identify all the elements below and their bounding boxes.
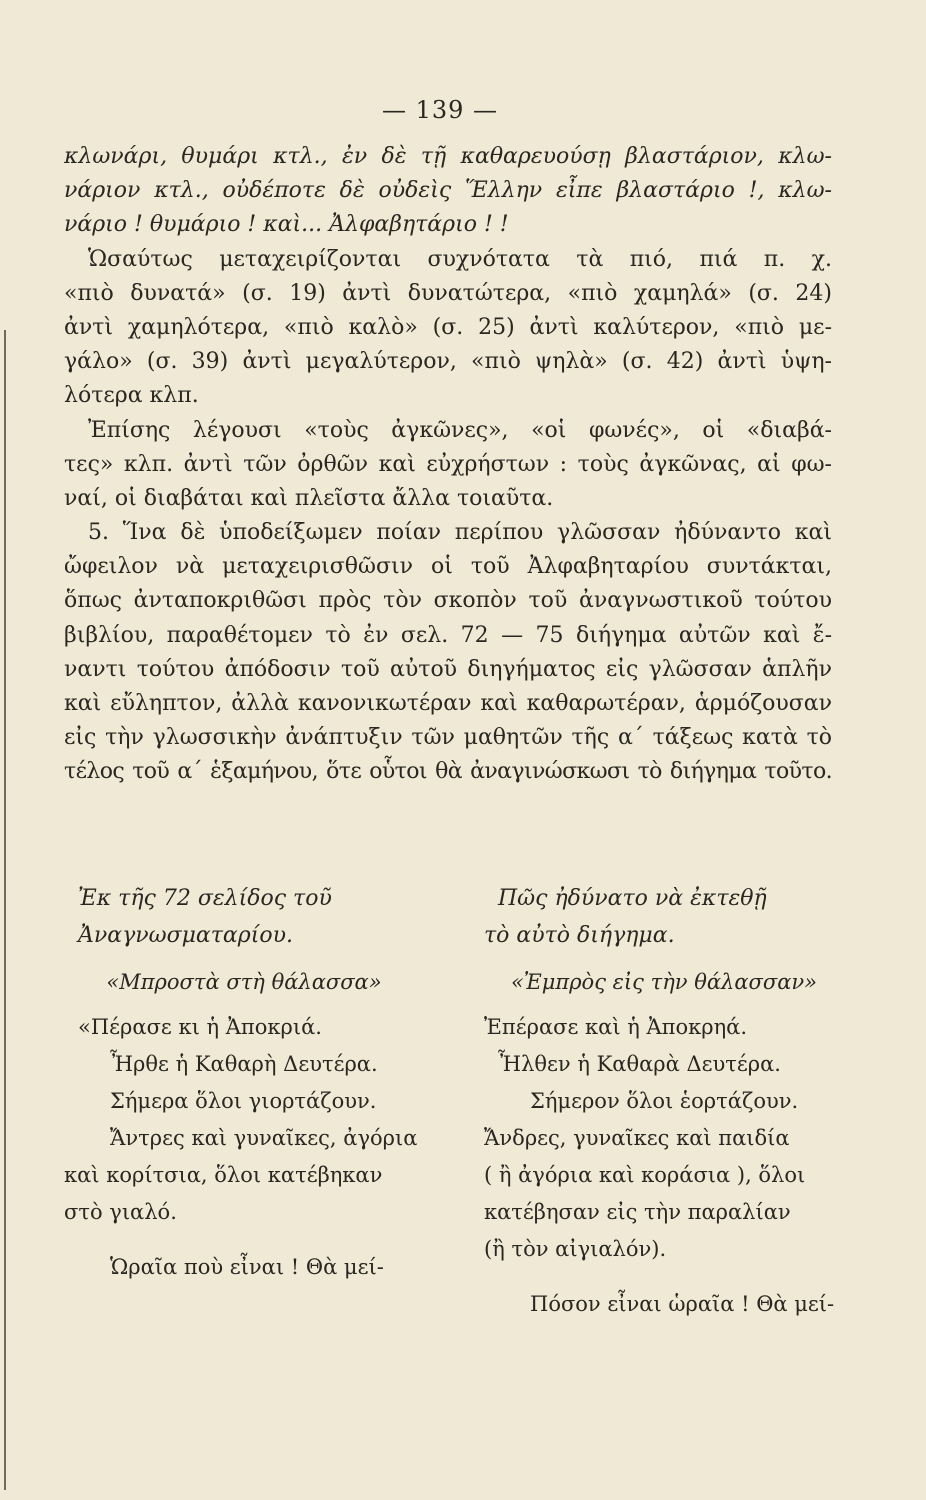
right-column-title: «Ἐμπρὸς εἰς τὴν θάλασσαν» [511,970,817,994]
right-column-line: Ἐπέρασε καὶ ἡ Ἀποκρηά. [484,1015,748,1039]
paragraph-line: Ὡσαύτως μεταχειρίζονται συχνότατα τὰ πιό, πιά π. χ. [88,246,832,272]
right-column-line: Ἄνδρες, γυναῖκες καὶ παιδία [484,1126,790,1150]
left-column-line: Σήμερα ὅλοι γιορτάζουν. [110,1089,377,1113]
paragraph-line: τες» κλπ. ἀντὶ τῶν ὀρθῶν καὶ εὐχρήστων : τοὺς ἀγκῶνας, αἱ φω- [64,451,832,477]
right-column-line: κατέβησαν εἰς τὴν παραλίαν [484,1200,791,1224]
page-number: — 139 — [381,96,499,124]
left-column-line: Ἦρθε ἡ Καθαρὴ Δευτέρα. [110,1052,378,1076]
paragraph-line: ἀντὶ χαμηλότερα, «πιὸ καλὸ» (σ. 25) ἀντὶ καλύτερον, «πιὸ με- [64,314,832,340]
paragraph-line: νάριον κτλ., οὐδέποτε δὲ οὐδεὶς Ἕλλην εἶπε βλαστάριο !, κλω- [64,178,832,204]
paragraph-line: ναντι τούτου ἀπόδοσιν τοῦ αὐτοῦ διηγήματος εἰς γλῶσσαν ἁπλῆν [64,656,832,682]
paragraph-line: τέλος τοῦ α΄ ἑξαμήνου, ὅτε οὗτοι θὰ ἀναγινώσκωσι τὸ διήγημα τοῦτο. [64,759,832,785]
paragraph-line: 5. Ἵνα δὲ ὑποδείξωμεν ποίαν περίπου γλῶσσαν ἠδύναντο καὶ [88,520,832,546]
left-column-line: στὸ γιαλό. [64,1200,177,1224]
paragraph-line: ναί, οἱ διαβάται καὶ πλεῖστα ἄλλα τοιαῦτα. [64,485,554,511]
right-column-line: Ἦλθεν ἡ Καθαρὰ Δευτέρα. [498,1052,781,1076]
right-column-line: Πόσον εἶναι ὡραῖα ! Θὰ μεί- [530,1292,835,1316]
left-column-line: «Πέρασε κι ἡ Ἀποκριά. [78,1015,322,1039]
paragraph-line: ὤφειλον νὰ μεταχειρισθῶσιν οἱ τοῦ Ἀλφαβηταρίου συντάκται, [64,554,832,580]
paragraph-line: λότερα κλπ. [64,383,199,409]
parallel-columns [64,880,844,1480]
right-column-heading: Πῶς ἠδύνατο νὰ ἐκτεθῇ [498,886,767,911]
paragraph-line: νάριο ! θυμάριο ! καὶ... Ἀλφαβητάριο ! ! [64,212,509,238]
left-column-line: Ἄντρες καὶ γυναῖκες, ἀγόρια [110,1126,418,1150]
right-column-heading: τὸ αὐτὸ διήγημα. [484,923,675,948]
paragraph-line: βιβλίου, παραθέτομεν τὸ ἐν σελ. 72 — 75 διήγημα αὐτῶν καὶ ἔ- [64,622,832,648]
left-column-line: Ὡραῖα ποὺ εἶναι ! Θὰ μεί- [110,1255,384,1279]
left-column-heading: Ἀναγνωσματαρίου. [78,923,293,948]
paragraph-line: εἰς τὴν γλωσσικὴν ἀνάπτυξιν τῶν μαθητῶν τῆς α΄ τάξεως κατὰ τὸ [64,725,832,751]
paragraph-line: ὅπως ἀνταποκριθῶσι πρὸς τὸν σκοπὸν τοῦ ἀναγνωστικοῦ τούτου [64,588,832,614]
paragraph-line: κλωνάρι, θυμάρι κτλ., ἐν δὲ τῇ καθαρευούσῃ βλαστάριον, κλω- [64,144,832,169]
right-column-revised-text [484,880,844,1323]
paragraph-line: Ἐπίσης λέγουσι «τοὺς ἀγκῶνες», «οἱ φωνές», οἱ «διαβά- [88,417,832,443]
left-column-line: καὶ κορίτσια, ὅλοι κατέβηκαν [64,1163,383,1187]
main-paragraphs [64,140,832,790]
paragraph-line: καὶ εὔληπτον, ἀλλὰ κανονικωτέραν καὶ καθαρωτέραν, ἁρμόζουσαν [64,691,832,716]
paragraph-line: «πιὸ δυνατά» (σ. 19) ἀντὶ δυνατώτερα, «πιὸ χαμηλά» (σ. 24) [64,280,832,306]
page-edge-shadow [4,330,6,1490]
right-column-line: Σήμερον ὅλοι ἑορτάζουν. [530,1089,799,1113]
left-column-title: «Μπροστὰ στὴ θάλασσα» [106,970,382,994]
left-column-original-text [64,880,424,1286]
paragraph-line: γάλο» (σ. 39) ἀντὶ μεγαλύτερον, «πιὸ ψηλὰ» (σ. 42) ἀντὶ ὑψη- [64,349,832,375]
right-column-line: (ἢ τὸν αἰγιαλόν). [484,1237,667,1261]
right-column-line: ( ἢ ἀγόρια καὶ κοράσια ), ὅλοι [484,1163,806,1187]
left-column-heading: Ἐκ τῆς 72 σελίδος τοῦ [78,886,332,911]
